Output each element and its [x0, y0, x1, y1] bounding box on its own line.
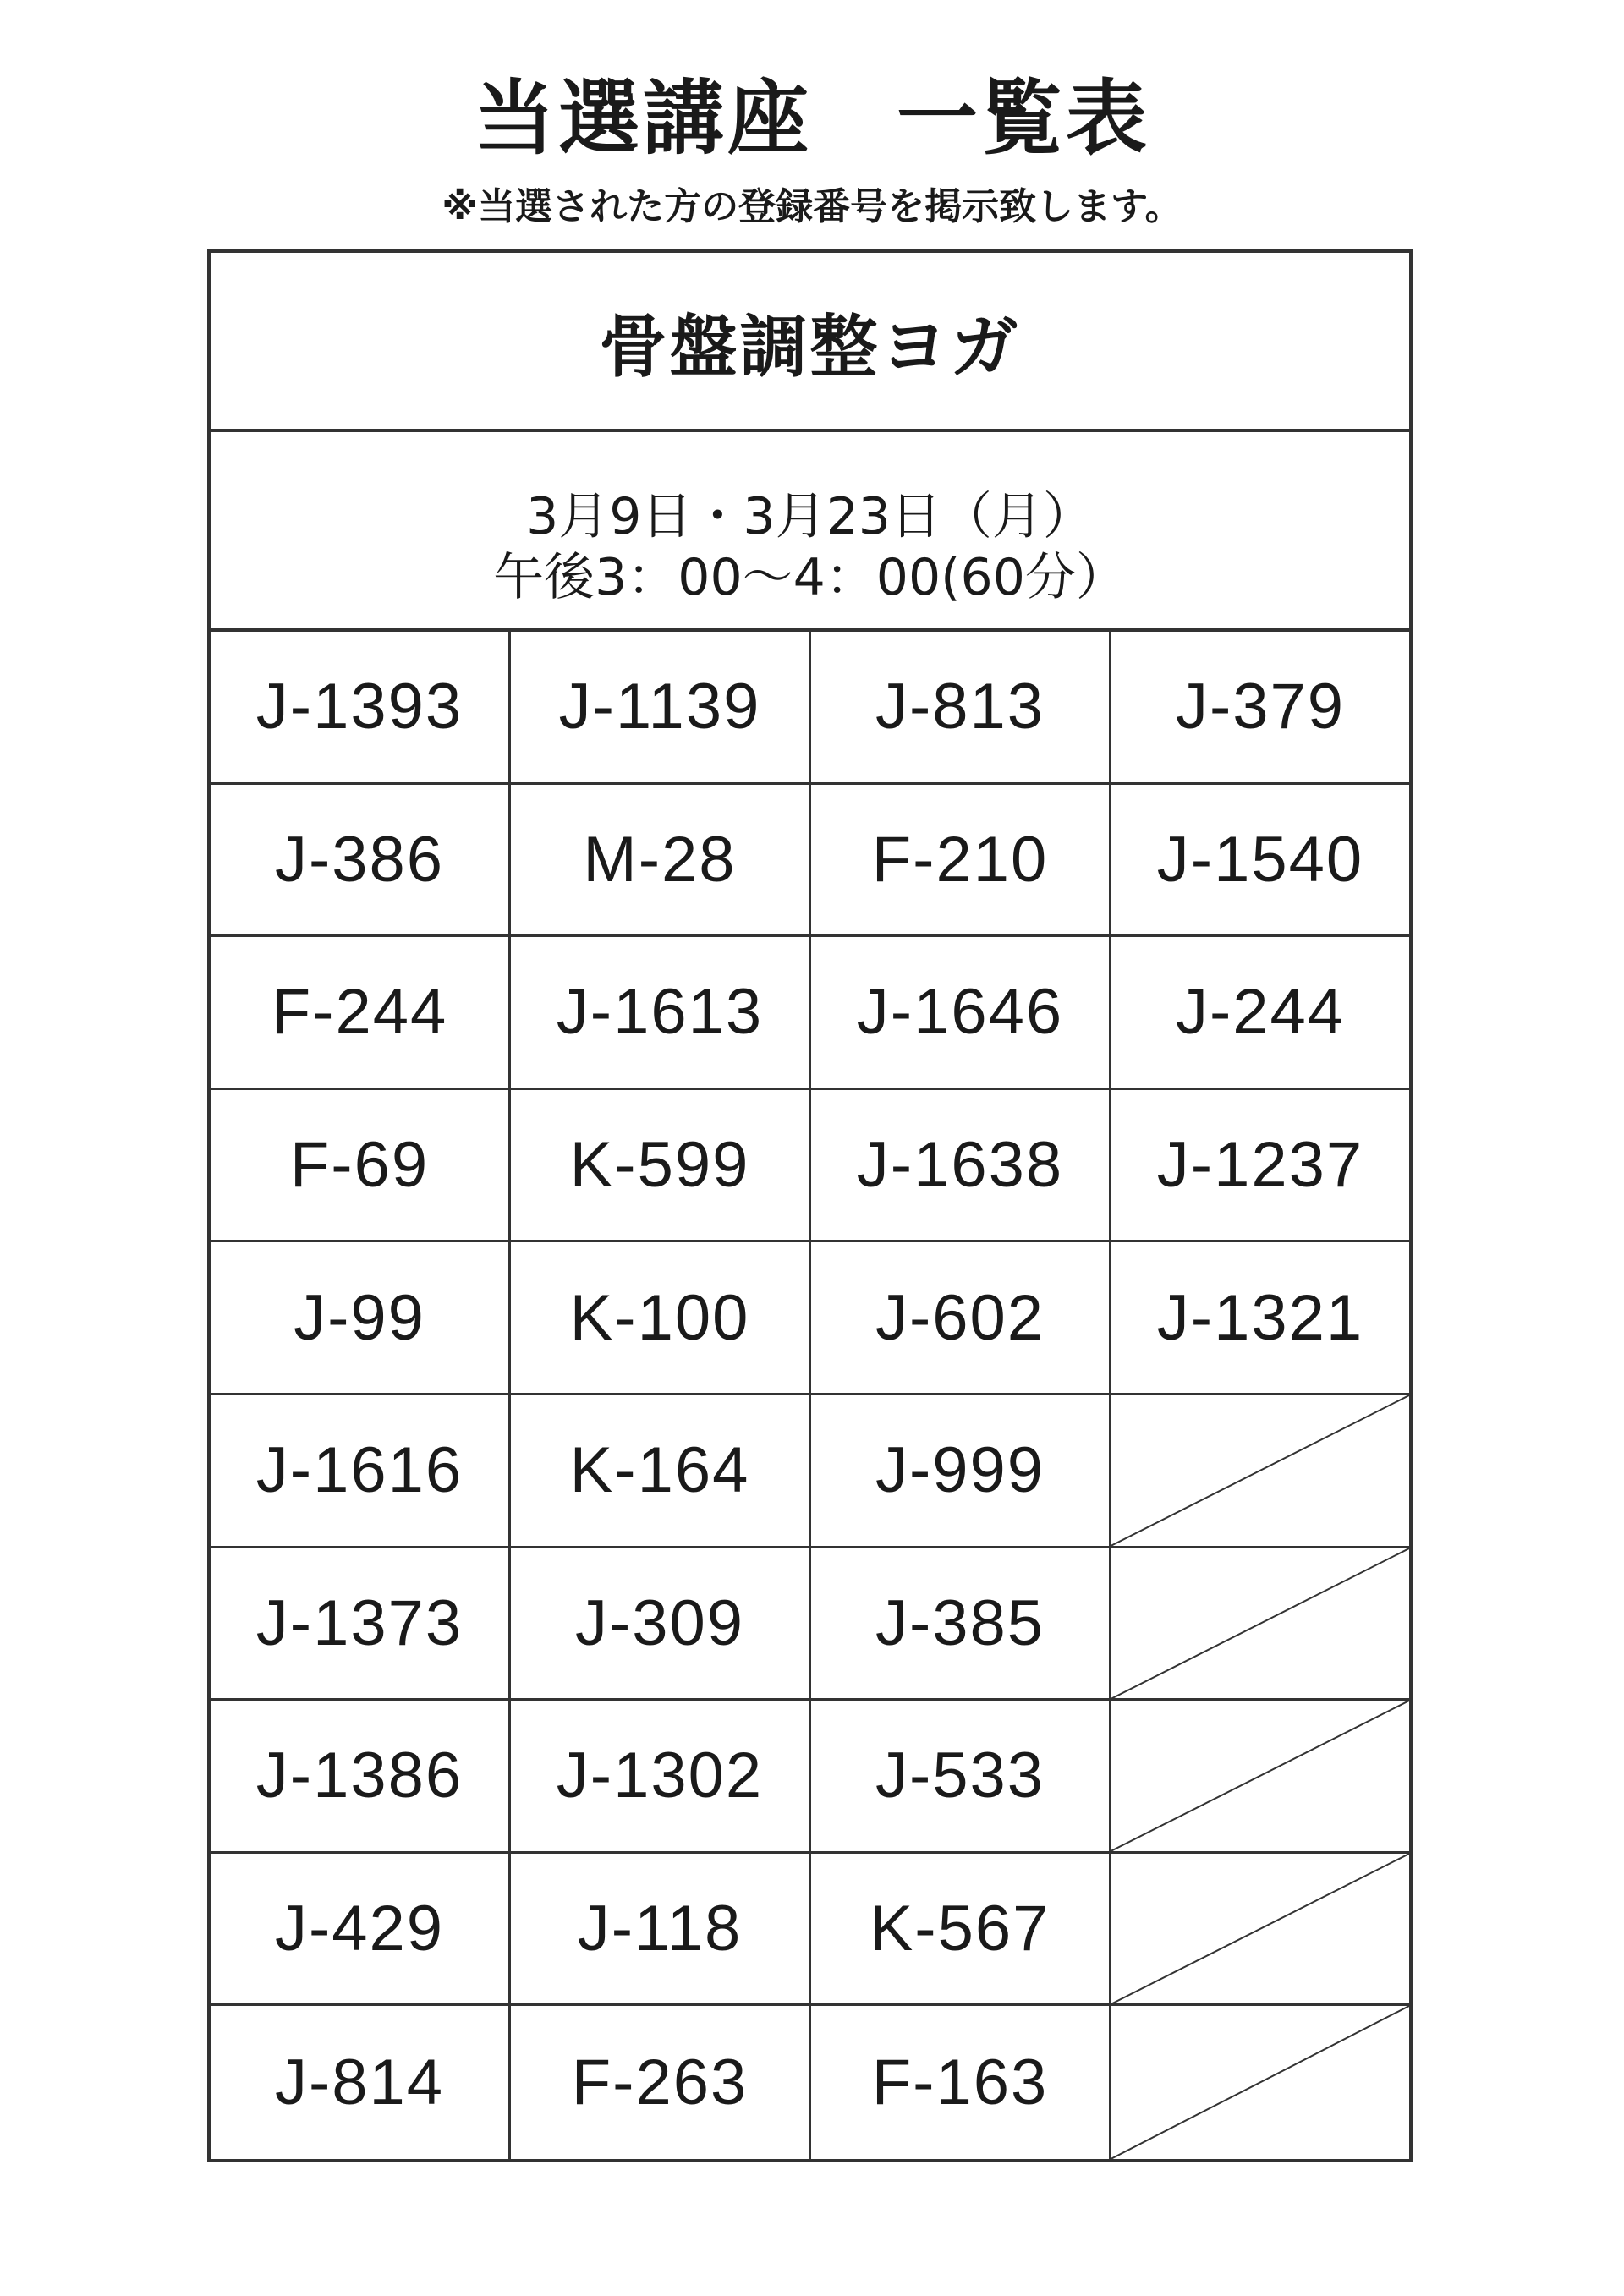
registration-number-cell: J-533 [811, 1701, 1111, 1851]
empty-cell-slash [1111, 1854, 1409, 2004]
table-row [211, 1701, 1409, 1854]
registration-number-cell: J-602 [811, 1242, 1111, 1393]
registration-number-cell: J-309 [511, 1548, 811, 1699]
table-row [211, 1395, 1409, 1548]
registration-number-cell: J-999 [811, 1395, 1111, 1546]
registration-number-cell: F-263 [511, 2006, 811, 2159]
registration-number-cell: M-28 [511, 785, 811, 935]
empty-cell-slash [1111, 2006, 1409, 2159]
registration-number-cell: K-164 [511, 1395, 811, 1546]
registration-number-cell: J-1638 [811, 1090, 1111, 1241]
registration-number-cell: J-118 [511, 1854, 811, 2004]
registration-number-cell: J-1386 [211, 1701, 511, 1851]
registration-number-cell: J-1613 [511, 937, 811, 1088]
table-row [211, 785, 1409, 938]
registration-number-cell: J-1646 [811, 937, 1111, 1088]
registration-number-cell: J-813 [811, 632, 1111, 782]
table-row [211, 937, 1409, 1090]
registration-number-cell: J-244 [1175, 976, 1346, 1049]
registration-number-cell: J-1302 [511, 1701, 811, 1851]
course-schedule [211, 432, 1409, 632]
empty-cell-slash [1111, 1395, 1409, 1546]
registration-number-cell: J-429 [211, 1854, 511, 2004]
table-row [211, 1242, 1409, 1395]
registration-number-cell: J-99 [211, 1242, 511, 1393]
registration-number-cell: J-814 [211, 2006, 511, 2159]
registration-number-cell: F-163 [811, 2006, 1111, 2159]
registration-number-cell: K-599 [511, 1090, 811, 1241]
table-row [211, 632, 1409, 785]
registration-number-cell: J-379 [1175, 671, 1346, 743]
registration-number-cell: F-69 [211, 1090, 511, 1241]
course-time: 午後3：00～4：00(60分） [493, 548, 1127, 607]
registration-number-cell: K-100 [511, 1242, 811, 1393]
empty-cell-slash [1111, 1701, 1409, 1851]
registration-number-cell: J-1616 [211, 1395, 511, 1546]
empty-cell-slash [1111, 1548, 1409, 1699]
registration-number-cell: J-385 [811, 1548, 1111, 1699]
winners-table [207, 249, 1413, 2162]
table-row [211, 1090, 1409, 1243]
registration-number-cell: K-567 [811, 1854, 1111, 2004]
registration-number-cell: F-244 [211, 937, 511, 1088]
table-row [211, 2006, 1409, 2159]
course-name: 骨盤調整ヨガ [211, 253, 1409, 432]
registration-number-cell: J-1321 [1156, 1281, 1364, 1354]
registration-number-grid [211, 632, 1409, 2159]
page-note: ※当選された方の登録番号を掲示致します。 [442, 185, 1182, 228]
registration-number-cell: F-210 [811, 785, 1111, 935]
table-row [211, 1854, 1409, 2007]
table-row [211, 1548, 1409, 1701]
registration-number-cell: J-1540 [1156, 823, 1364, 896]
registration-number-cell: J-386 [211, 785, 511, 935]
registration-number-cell: J-1139 [511, 632, 811, 782]
page-title: 当選講座 一覧表 [474, 71, 1150, 166]
course-dates: 3月9日・3月23日（月） [526, 487, 1094, 546]
registration-number-cell: J-1393 [211, 632, 511, 782]
registration-number-cell: J-1373 [211, 1548, 511, 1699]
registration-number-cell: J-1237 [1156, 1129, 1364, 1202]
